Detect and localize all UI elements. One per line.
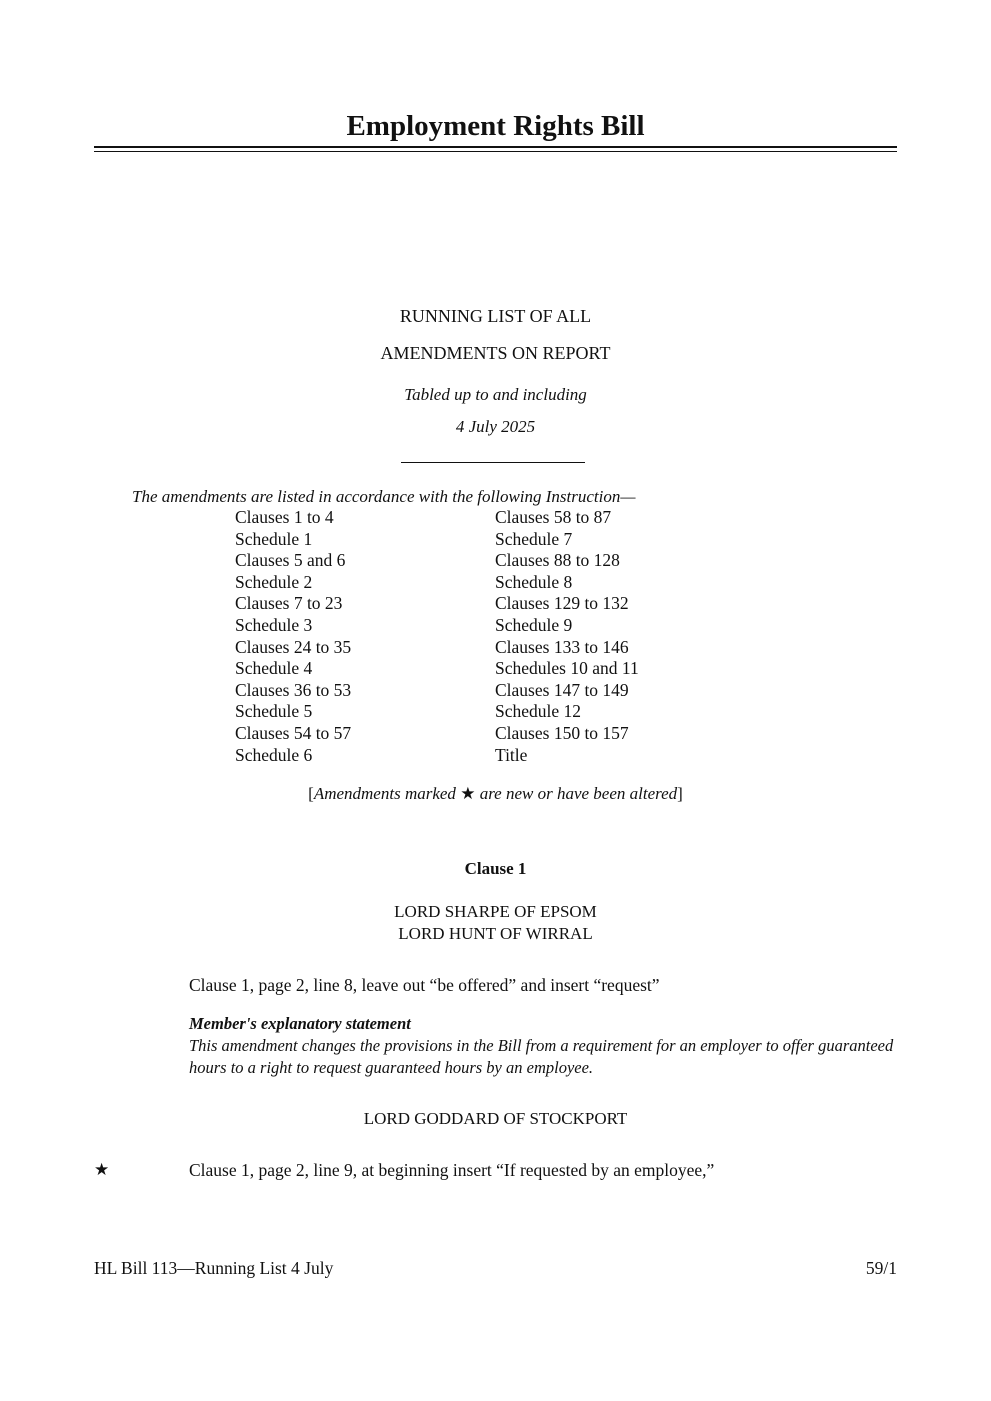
order-item: Clauses 24 to 35 <box>235 636 352 657</box>
order-item: Schedules 10 and 11 <box>495 658 639 679</box>
explanatory-statement-body: This amendment changes the provisions in the Bill from a requirement for an employer to offer guaranteed hours to a right to request guaranteed hours by an employee. <box>189 1036 894 1077</box>
order-item: Clauses 88 to 128 <box>495 550 620 571</box>
title-rule-thick <box>94 146 897 148</box>
list-heading-line2: AMENDMENTS ON REPORT <box>380 343 611 363</box>
order-item: Clauses 1 to 4 <box>235 507 334 527</box>
legend-text-before: Amendments marked <box>313 784 461 803</box>
amendment-legend <box>0 782 991 806</box>
order-item: Schedule 12 <box>495 701 582 722</box>
order-item: Clauses 5 and 6 <box>235 550 346 571</box>
order-item: Clauses 129 to 132 <box>495 593 629 614</box>
order-list-right <box>495 507 639 766</box>
member-name: LORD GODDARD OF STOCKPORT <box>363 1109 628 1128</box>
order-list-left <box>235 507 351 766</box>
member-name: LORD SHARPE OF EPSOM <box>394 902 597 921</box>
clause-heading: Clause 1 <box>464 859 527 878</box>
tabled-line: Tabled up to and including <box>404 385 587 404</box>
order-item: Clauses 58 to 87 <box>495 507 612 527</box>
legend-close-bracket: ] <box>677 784 683 803</box>
order-item: Clauses 133 to 146 <box>495 636 629 657</box>
order-item: Clauses 147 to 149 <box>495 679 629 700</box>
order-item: Schedule 5 <box>235 701 313 722</box>
order-item: Clauses 54 to 57 <box>235 722 352 743</box>
amendment-text: Clause 1, page 2, line 8, leave out “be offered” and insert “request” <box>189 975 660 995</box>
section-divider <box>401 462 585 463</box>
legend-text-after: are new or have been altered <box>475 784 678 803</box>
order-item: Schedule 6 <box>235 744 313 765</box>
order-item: Clauses 150 to 157 <box>495 722 629 743</box>
star-icon: ★ <box>460 784 476 803</box>
legend-open-bracket: [ <box>308 784 314 803</box>
title-rule-thin <box>94 151 897 152</box>
list-heading-line1: RUNNING LIST OF ALL <box>399 306 592 326</box>
amendment-text: Clause 1, page 2, line 9, at beginning insert “If requested by an employee,” <box>189 1160 715 1180</box>
order-item: Schedule 2 <box>235 571 313 592</box>
member-name: LORD HUNT OF WIRRAL <box>398 924 593 943</box>
order-item: Schedule 8 <box>495 571 573 592</box>
order-item: Clauses 7 to 23 <box>235 593 343 614</box>
star-icon: ★ <box>94 1160 110 1179</box>
instruction-text: The amendments are listed in accordance with the following Instruction— <box>132 487 636 506</box>
order-item: Schedule 4 <box>235 658 313 679</box>
bill-title: Employment Rights Bill <box>346 110 645 142</box>
order-item: Title <box>495 744 528 765</box>
explanatory-statement-heading: Member's explanatory statement <box>189 1014 411 1033</box>
footer-bill-reference: HL Bill 113—Running List 4 July <box>94 1258 334 1278</box>
order-item: Schedule 3 <box>235 614 313 635</box>
order-item: Schedule 1 <box>235 528 313 549</box>
tabled-date: 4 July 2025 <box>455 417 536 436</box>
order-item: Schedule 7 <box>495 528 573 549</box>
footer-page-number: 59/1 <box>865 1258 897 1278</box>
order-item: Clauses 36 to 53 <box>235 679 352 700</box>
order-item: Schedule 9 <box>495 614 573 635</box>
